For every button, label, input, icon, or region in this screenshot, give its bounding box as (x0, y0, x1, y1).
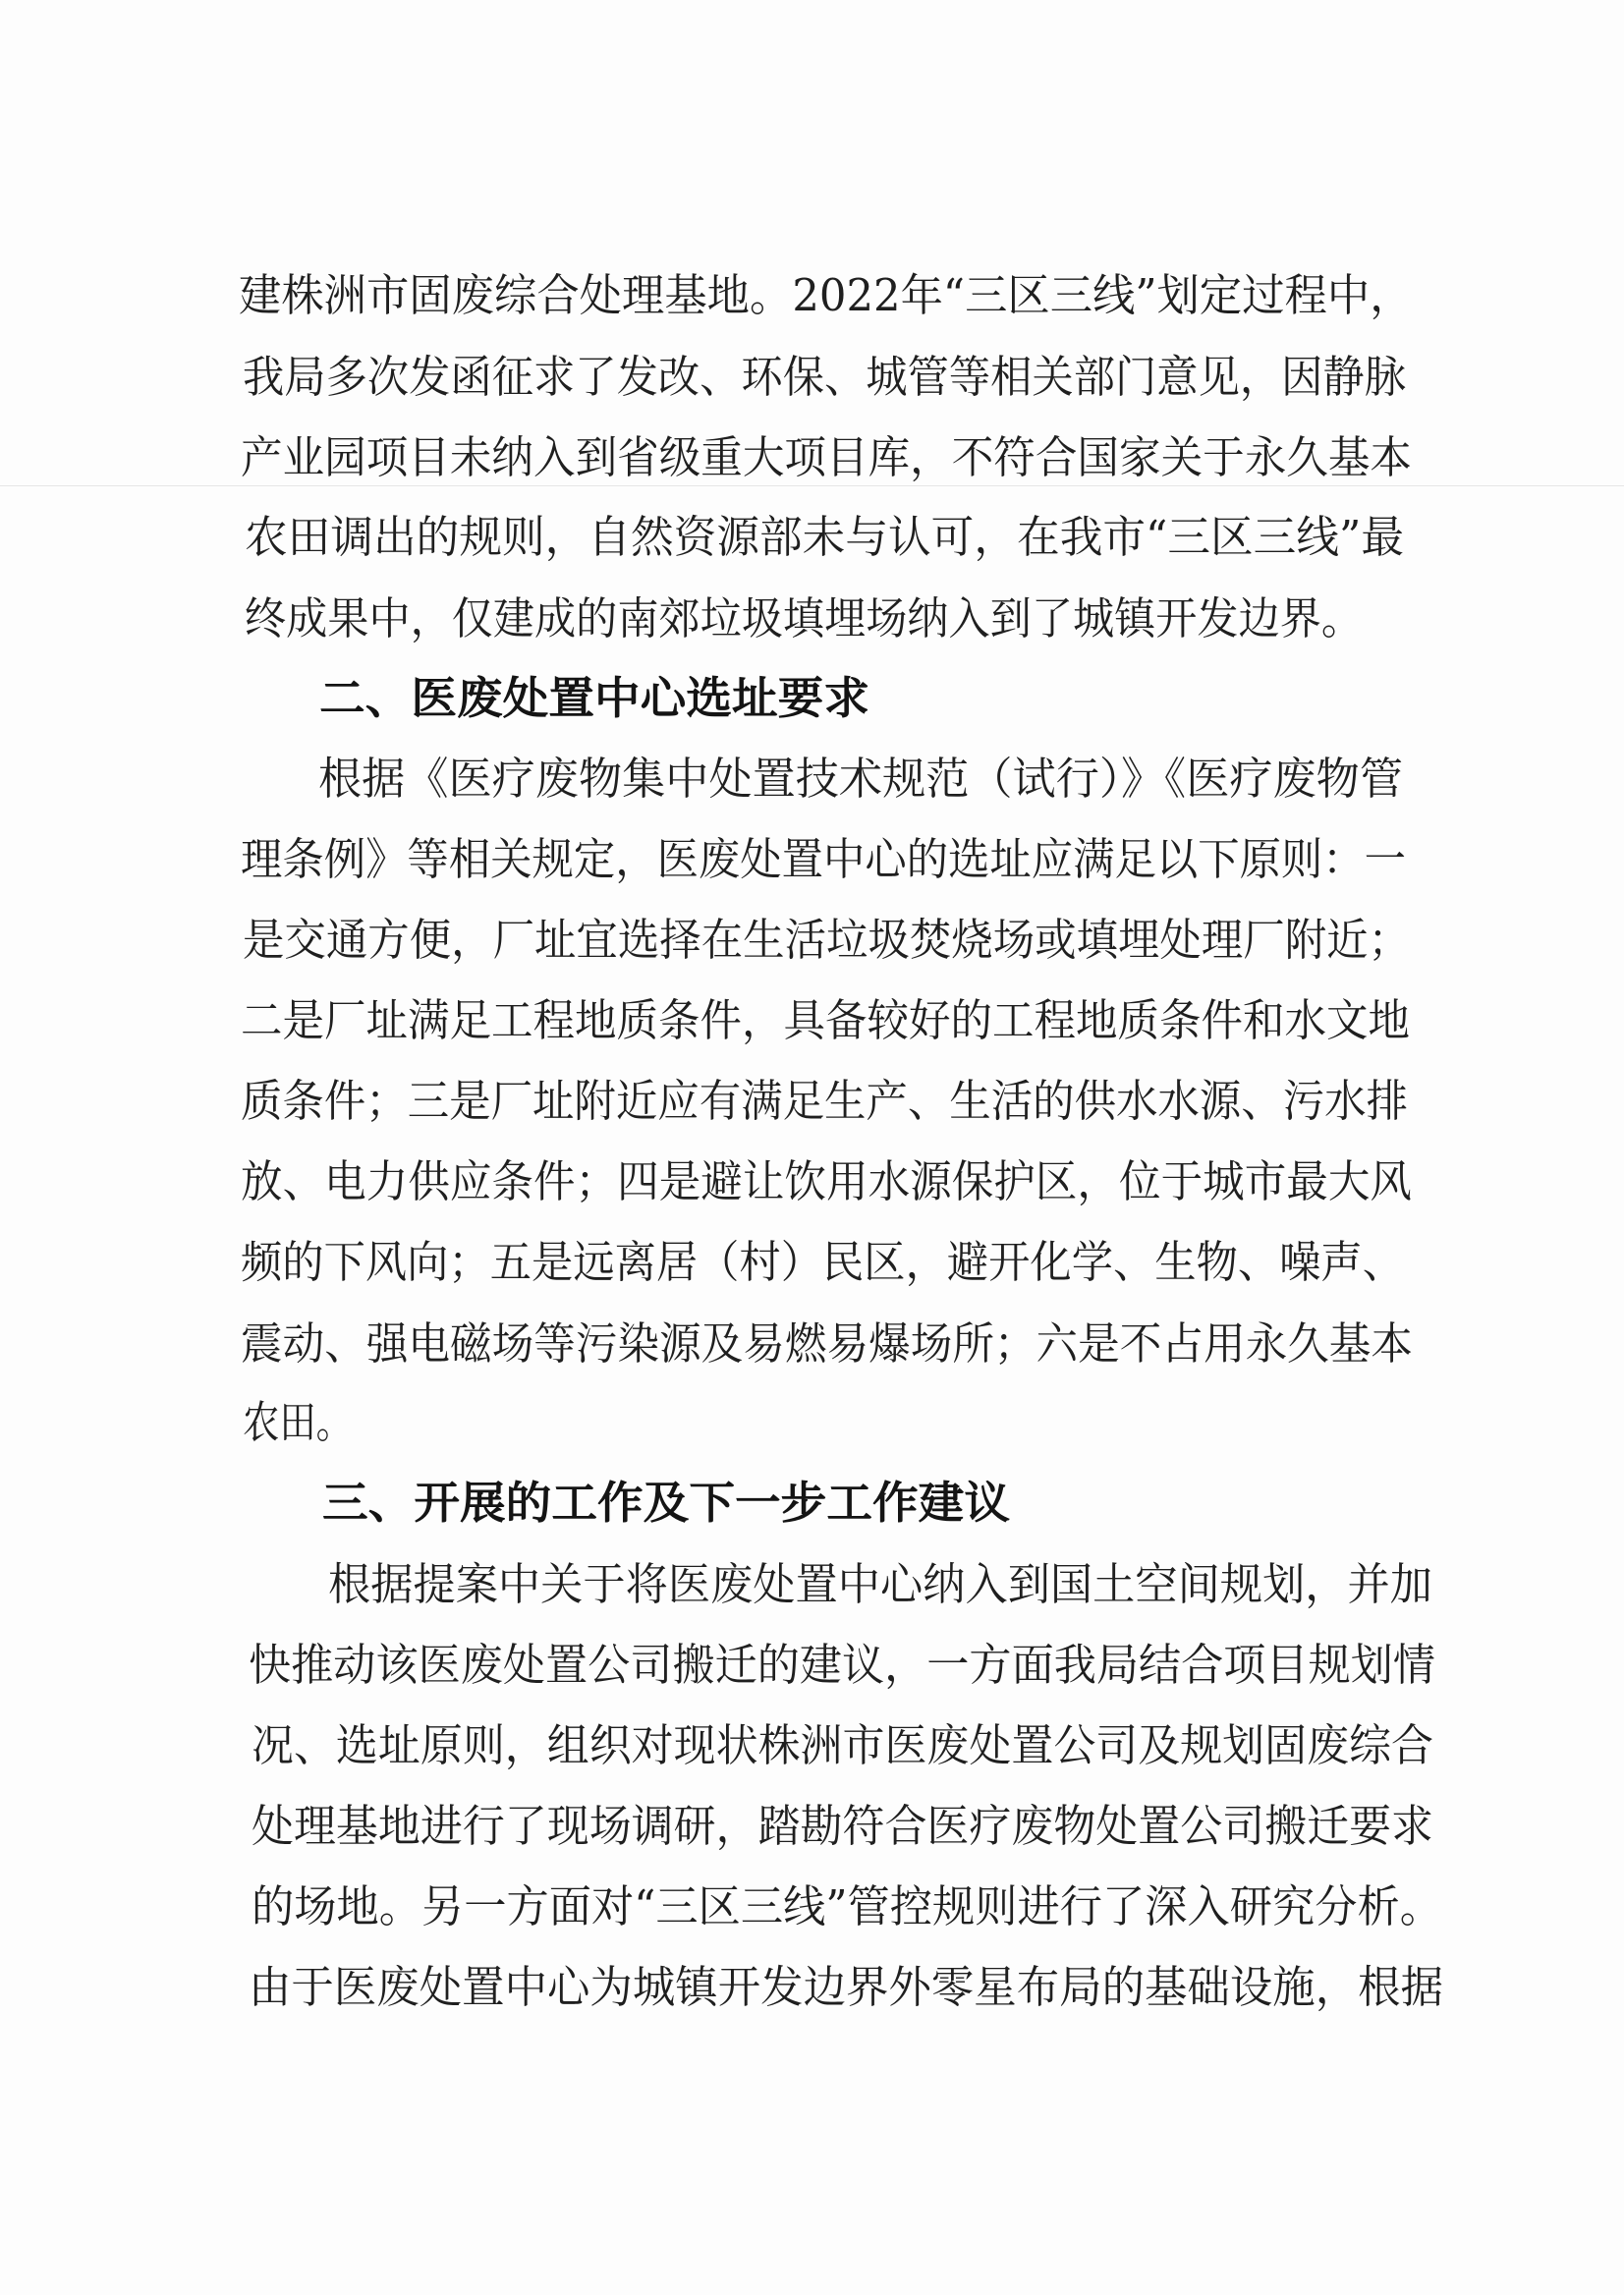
body-line: 放、电力供应条件；四是避让饮用水源保护区，位于城市最大风 (241, 1155, 1413, 1207)
body-line: 质条件；三是厂址附近应有满足生产、生活的供水水源、污水排 (241, 1075, 1409, 1127)
section-heading-3: 三、开展的工作及下一步工作建议 (322, 1477, 1011, 1529)
body-line: 况、选址原则，组织对现状株洲市医废处置公司及规划固废综合 (252, 1719, 1434, 1771)
body-line: 二是厂址满足工程地质条件，具备较好的工程地质条件和水文地 (241, 994, 1411, 1046)
body-line: 建株洲市固废综合处理基地。2022年“三区三线”划定过程中， (239, 269, 1413, 321)
body-line: 处理基地进行了现场调研，踏勘符合医疗废物处置公司搬迁要求 (252, 1800, 1434, 1852)
body-line: 终成果中，仅建成的南郊垃圾填埋场纳入到了城镇开发边界。 (245, 592, 1364, 644)
body-line: 快推动该医废处置公司搬迁的建议，一方面我局结合项目规划情 (249, 1639, 1436, 1691)
body-line: 我局多次发函征求了发改、环保、城管等相关部门意见，因静脉 (243, 351, 1407, 403)
section-heading-2: 二、医废处置中心选址要求 (319, 672, 870, 724)
body-line: 的场地。另一方面对“三区三线”管控规则进行了深入研究分析。 (252, 1880, 1443, 1932)
body-line: 根据提案中关于将医废处置中心纳入到国土空间规划，并加 (328, 1558, 1433, 1610)
body-line: 产业园项目未纳入到省级重大项目库，不符合国家关于永久基本 (241, 431, 1413, 483)
body-line: 农田调出的规则，自然资源部未与认可，在我市“三区三线”最 (245, 511, 1405, 563)
body-line: 震动、强电磁场等污染源及易燃易爆场所；六是不占用永久基本 (241, 1317, 1414, 1370)
body-line: 农田。 (243, 1396, 354, 1448)
body-line: 根据《医疗废物集中处置技术规范（试行）》《医疗废物管 (318, 753, 1404, 805)
body-line: 频的下风向；五是远离居（村）民区，避开化学、生物、噪声、 (241, 1236, 1405, 1288)
body-line: 由于医废处置中心为城镇开发边界外零星布局的基础设施，根据 (249, 1961, 1444, 2013)
body-line: 理条例》等相关规定，医废处置中心的选址应满足以下原则：一 (241, 833, 1407, 885)
body-line: 是交通方便，厂址宜选择在生活垃圾焚烧场或填埋处理厂附近； (243, 914, 1411, 966)
